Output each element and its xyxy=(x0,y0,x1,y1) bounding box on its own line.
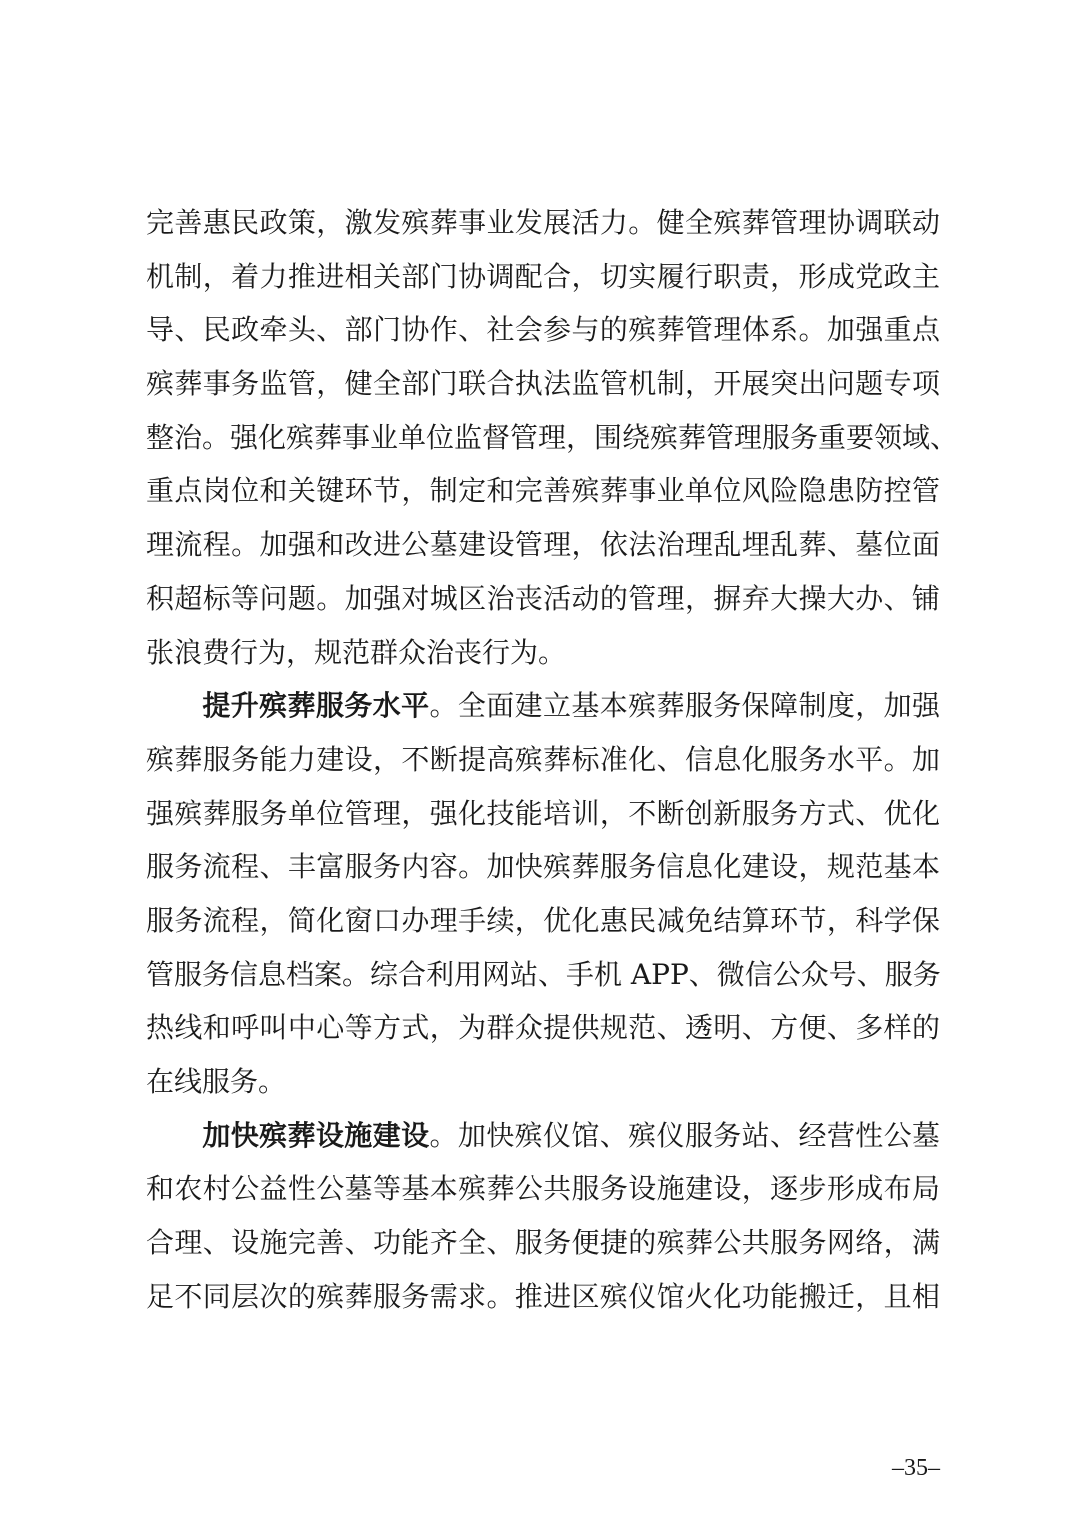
paragraph-1-line-4: 殡葬事务监管，健全部门联合执法监管机制，开展突出问题专项 xyxy=(146,367,940,401)
paragraph-1-line-8: 积超标等问题。加强对城区治丧活动的管理，摒弃大操大办、铺 xyxy=(146,581,940,615)
paragraph-2-first-line-text: 。全面建立基本殡葬服务保障制度，加强 xyxy=(429,689,940,723)
page-number: –35– xyxy=(892,1455,940,1481)
paragraph-2-line-5: 服务流程，简化窗口办理手续，优化惠民减免结算环节，科学保 xyxy=(146,903,940,937)
paragraph-1-line-5: 整治。强化殡葬事业单位监督管理，围绕殡葬管理服务重要领域、 xyxy=(146,420,959,454)
paragraph-2-line-4: 服务流程、丰富服务内容。加快殡葬服务信息化建设，规范基本 xyxy=(146,850,940,884)
paragraph-2-line-2: 殡葬服务能力建设，不断提高殡葬标准化、信息化服务水平。加 xyxy=(146,742,940,776)
paragraph-1-line-6: 重点岗位和关键环节，制定和完善殡葬事业单位风险隐患防控管 xyxy=(146,474,940,508)
paragraph-3-first-line xyxy=(146,1109,940,1163)
paragraph-3-line-3: 合理、设施完善、功能齐全、服务便捷的殡葬公共服务网络，满 xyxy=(146,1226,940,1260)
paragraph-3-first-line-text: 。加快殡仪馆、殡仪服务站、经营性公墓 xyxy=(429,1118,940,1152)
paragraph-2-line-8: 在线服务。 xyxy=(146,1065,287,1098)
paragraph-3-line-2: 和农村公益性公墓等基本殡葬公共服务设施建设，逐步形成布局 xyxy=(146,1172,940,1206)
paragraph-2-line-7: 热线和呼叫中心等方式，为群众提供规范、透明、方便、多样的 xyxy=(146,1011,940,1045)
paragraph-1-line-3: 导、民政牵头、部门协作、社会参与的殡葬管理体系。加强重点 xyxy=(146,313,940,347)
paragraph-2-line-3: 强殡葬服务单位管理，强化技能培训，不断创新服务方式、优化 xyxy=(146,796,940,830)
paragraph-3-heading: 加快殡葬设施建设 xyxy=(202,1118,430,1152)
paragraph-1-line-1: 完善惠民政策，激发殡葬事业发展活力。健全殡葬管理协调联动 xyxy=(146,206,940,239)
paragraph-2-heading: 提升殡葬服务水平 xyxy=(202,689,430,723)
paragraph-3-line-4: 足不同层次的殡葬服务需求。推进区殡仪馆火化功能搬迁，且相 xyxy=(146,1279,940,1313)
paragraph-2-line-6: 管服务信息档案。综合利用网站、手机 APP、微信公众号、服务 xyxy=(146,957,941,991)
document-body xyxy=(146,196,959,1323)
paragraph-1-line-9: 张浪费行为，规范群众治丧行为。 xyxy=(146,635,567,669)
paragraph-1-line-7: 理流程。加强和改进公墓建设管理，依法治理乱埋乱葬、墓位面 xyxy=(146,528,940,562)
paragraph-1-line-2: 机制，着力推进相关部门协调配合，切实履行职责，形成党政主 xyxy=(146,259,940,293)
paragraph-2-first-line xyxy=(146,679,940,733)
